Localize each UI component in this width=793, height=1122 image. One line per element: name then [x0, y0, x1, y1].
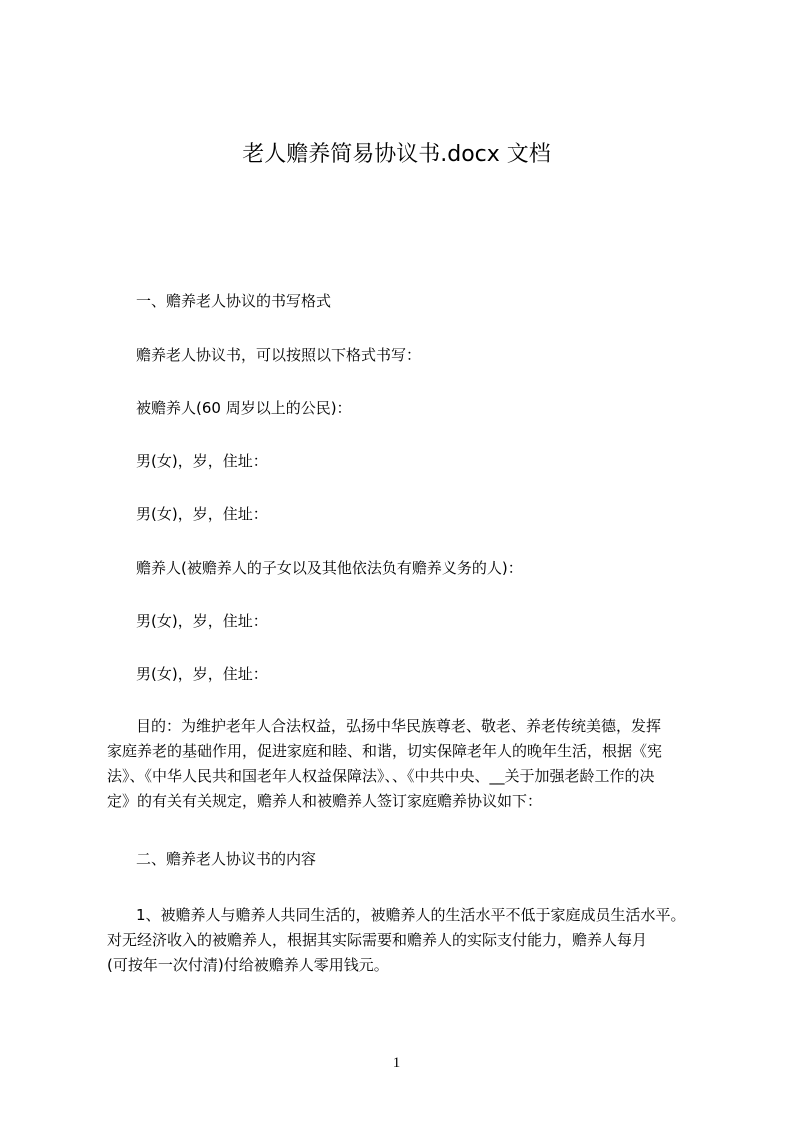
supported-line-2: 男(女)，岁，住址： — [136, 505, 268, 523]
supporter-line-2: 男(女)，岁，住址： — [136, 665, 268, 683]
section2-heading: 二、赡养老人协议书的内容 — [136, 850, 317, 868]
supporter-label: 赡养人(被赡养人的子女以及其他依法负有赡养义务的人)： — [136, 559, 523, 577]
clause1-line: 1、被赡养人与赡养人共同生活的，被赡养人的生活水平不低于家庭成员生活水平。 — [136, 906, 686, 924]
document-title: 老人赡养简易协议书.docx 文档 — [242, 142, 551, 167]
purpose-line: 定》的有关有关规定，赡养人和被赡养人签订家庭赡养协议如下： — [107, 792, 543, 810]
purpose-line: 法》、《中华人民共和国老年人权益保障法》、、《中共中央、__关于加强老龄工作的决 — [107, 767, 655, 785]
purpose-paragraph — [107, 714, 727, 814]
purpose-line: 家庭养老的基础作用，促进家庭和睦、和谐，切实保障老年人的晚年生活，根据《宪 — [107, 742, 663, 760]
purpose-line: 目的：为维护老年人合法权益，弘扬中华民族尊老、敬老、养老传统美德，发挥 — [136, 717, 662, 735]
supported-label: 被赡养人(60 周岁以上的公民)： — [136, 399, 352, 417]
clause1-line: 对无经济收入的被赡养人，根据其实际需要和赡养人的实际支付能力，赡养人每月 — [107, 931, 648, 949]
page-number: 1 — [392, 1055, 401, 1071]
supporter-line-1: 男(女)，岁，住址： — [136, 612, 268, 630]
section1-heading: 一、赡养老人协议的书写格式 — [136, 292, 332, 310]
clause1-paragraph — [107, 903, 727, 978]
intro-text: 赡养老人协议书，可以按照以下格式书写： — [136, 346, 422, 364]
supported-line-1: 男(女)，岁，住址： — [136, 452, 268, 470]
clause1-line: (可按年一次付清)付给被赡养人零用钱元。 — [107, 956, 389, 974]
